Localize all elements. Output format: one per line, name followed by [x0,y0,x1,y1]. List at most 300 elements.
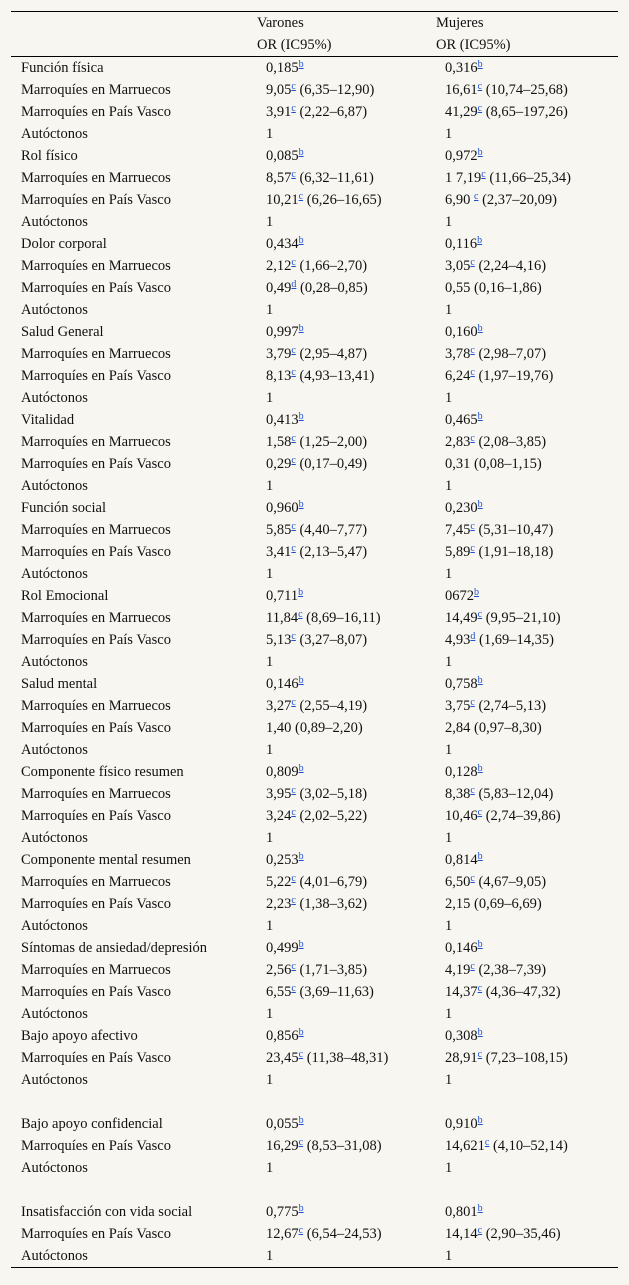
footnote-link[interactable]: c [291,785,296,796]
row-label [21,937,207,959]
table-row [11,761,618,783]
varones-cell-value: 0,253 [266,852,299,868]
table-row [11,387,618,409]
mujeres-cell-value: 14,49 [445,610,478,626]
footnote-link[interactable]: b [298,235,304,246]
mujeres-cell [445,717,542,739]
mujeres-cell-value: 0,55 (0,16–1,86) [445,280,542,296]
table-row [11,233,618,255]
footnote-link[interactable]: b [298,1115,304,1126]
varones-cell [266,255,367,277]
mujeres-cell-value: 4,93 [445,632,471,648]
footnote-link[interactable]: c [470,367,475,378]
varones-cell [266,233,304,255]
row-label [21,695,171,717]
varones-cell [266,1069,273,1091]
varones-cell-ci: (0,17–0,49) [295,456,368,472]
row-label-value: Marroquíes en País Vasco [21,104,171,120]
mujeres-cell [445,387,452,409]
row-label-value: Marroquíes en Marruecos [21,786,171,802]
footnote-link[interactable]: c [291,521,296,532]
row-label [21,827,88,849]
mujeres-cell-ci: (8,65–197,26) [482,104,568,120]
varones-cell-ci: (2,95–4,87) [295,346,368,362]
footnote-link[interactable]: b [477,763,483,774]
varones-cell [266,387,273,409]
mujeres-cell [445,695,546,717]
footnote-link[interactable]: c [470,543,475,554]
row-label-value: Marroquíes en Marruecos [21,610,171,626]
mujeres-cell [445,475,452,497]
mujeres-cell-value: 0,758 [445,676,478,692]
row-label [21,57,104,79]
mujeres-cell-value: 2,15 (0,69–6,69) [445,896,542,912]
varones-cell [266,761,304,783]
table-row [11,871,618,893]
footnote-link[interactable]: c [291,961,296,972]
table-row [11,189,618,211]
varones-cell-value: 1 [266,742,274,758]
footnote-link[interactable]: c [477,1225,483,1236]
footnote-link[interactable]: c [477,103,483,114]
footnote-link[interactable]: c [484,1137,490,1148]
footnote-link[interactable]: c [477,609,483,620]
mujeres-cell [445,79,568,101]
footnote-link[interactable]: c [291,807,296,818]
varones-cell-value: 1 [266,478,274,494]
varones-cell [266,871,367,893]
footnote-link[interactable]: c [298,1225,304,1236]
row-label [21,123,88,145]
varones-cell [266,1135,382,1157]
table-row [11,673,618,695]
varones-cell [266,915,273,937]
varones-cell-ci: (1,71–3,85) [295,962,368,978]
varones-cell [266,695,367,717]
row-label [21,959,171,981]
row-label [21,387,88,409]
mujeres-cell-ci: (7,23–108,15) [482,1050,568,1066]
footnote-link[interactable]: c [291,873,296,884]
row-label [21,1201,192,1223]
varones-cell-value: 1 [266,1248,274,1264]
footnote-link[interactable]: b [477,851,483,862]
footnote-link[interactable]: c [477,81,483,92]
mujeres-cell-value: 0,230 [445,500,478,516]
mujeres-cell-value: 1 [445,478,453,494]
varones-cell [266,585,303,607]
row-label [21,365,171,387]
row-label [21,1135,171,1157]
mujeres-cell [445,541,553,563]
varones-cell-value: 3,79 [266,346,292,362]
mujeres-cell [445,1157,452,1179]
mujeres-cell-value: 0672 [445,588,474,604]
row-label-value: Autóctonos [21,742,88,758]
varones-cell-ci: (3,02–5,18) [295,786,368,802]
table-row [11,365,618,387]
table-row [11,607,618,629]
mujeres-cell-value: 0,910 [445,1116,478,1132]
mujeres-cell-ci: (4,67–9,05) [474,874,547,890]
mujeres-cell-ci: (1,69–14,35) [475,632,554,648]
footnote-link[interactable]: b [477,323,483,334]
row-label [21,145,78,167]
table-row [11,211,618,233]
row-label [21,1157,88,1179]
mujeres-cell-ci: (2,08–3,85) [474,434,547,450]
table-row [11,1201,618,1223]
varones-cell [266,409,304,431]
table-row [11,563,618,585]
mujeres-cell-ci: (1,97–19,76) [474,368,554,384]
varones-cell-value: 0,499 [266,940,299,956]
row-label [21,1025,138,1047]
varones-cell-ci: (1,38–3,62) [295,896,368,912]
table-row [11,1135,618,1157]
varones-cell-value: 11,84 [266,610,299,626]
table-row [11,101,618,123]
header-mujeres-or: OR (IC95%) [436,37,511,53]
mujeres-cell-value: 6,50 [445,874,471,890]
mujeres-cell [445,167,571,189]
varones-cell [266,277,368,299]
footnote-link[interactable]: b [298,939,304,950]
varones-cell-value: 0,49 [266,280,292,296]
mujeres-cell [445,123,452,145]
varones-cell [266,981,374,1003]
varones-cell-value: 6,55 [266,984,292,1000]
mujeres-cell [445,1069,452,1091]
varones-cell-value: 2,23 [266,896,292,912]
footnote-link[interactable]: b [477,1027,483,1038]
row-label [21,409,74,431]
row-label [21,497,106,519]
footnote-link[interactable]: c [477,807,483,818]
mujeres-cell [445,145,483,167]
footnote-link[interactable]: b [477,411,483,422]
varones-cell-value: 12,67 [266,1226,299,1242]
row-label [21,167,171,189]
row-label [21,871,171,893]
footnote-link[interactable]: b [298,59,304,70]
row-label-value: Bajo apoyo afectivo [21,1028,138,1044]
row-label [21,915,88,937]
footnote-link[interactable]: c [291,697,296,708]
row-label [21,431,171,453]
footnote-link[interactable]: b [298,851,304,862]
footnote-link[interactable]: b [298,763,304,774]
varones-cell-value: 1 [266,918,274,934]
footnote-link[interactable]: c [291,103,296,114]
mujeres-cell-ci: (4,36–47,32) [482,984,561,1000]
varones-cell-value: 0,711 [266,588,299,604]
varones-cell [266,959,367,981]
footnote-link[interactable]: c [474,191,479,202]
varones-cell-value: 1 [266,302,274,318]
footnote-link[interactable]: c [477,983,483,994]
row-label-value: Síntomas de ansiedad/depresión [21,940,208,956]
table-row [11,915,618,937]
mujeres-cell-value: 10,46 [445,808,478,824]
table-row [11,431,618,453]
footnote-link[interactable]: c [291,983,296,994]
footnote-link[interactable]: c [470,785,475,796]
row-label-value: Autóctonos [21,126,88,142]
varones-cell-ci: (2,22–6,87) [295,104,368,120]
footnote-link[interactable]: c [470,521,475,532]
footnote-link[interactable]: c [291,169,296,180]
varones-cell [266,739,273,761]
footnote-link[interactable]: b [298,1027,304,1038]
varones-cell-value: 0,085 [266,148,299,164]
mujeres-cell [445,1047,568,1069]
row-spacer [11,1179,618,1201]
mujeres-cell [445,783,553,805]
varones-cell-ci: (3,27–8,07) [295,632,368,648]
varones-cell-value: 0,997 [266,324,299,340]
row-label [21,805,171,827]
varones-cell [266,57,304,79]
mujeres-cell [445,277,542,299]
table-row [11,519,618,541]
varones-cell-ci: (4,01–6,79) [295,874,368,890]
mujeres-cell [445,937,483,959]
footnote-link[interactable]: c [470,257,475,268]
mujeres-cell-value: 2,84 (0,97–8,30) [445,720,542,736]
varones-cell [266,651,273,673]
mujeres-cell-value: 1 [445,918,453,934]
row-label [21,299,88,321]
mujeres-cell-ci: (5,31–10,47) [474,522,554,538]
varones-cell-value: 3,95 [266,786,292,802]
footnote-link[interactable]: b [477,1203,483,1214]
mujeres-cell [445,915,452,937]
footnote-link[interactable]: b [298,499,304,510]
table-row [11,1113,618,1135]
footnote-link[interactable]: c [291,81,296,92]
row-label-value: Marroquíes en País Vasco [21,1226,171,1242]
row-label [21,79,171,101]
row-label [21,453,171,475]
row-label [21,629,171,651]
mujeres-cell-value: 4,19 [445,962,471,978]
row-label [21,189,171,211]
footnote-link[interactable]: b [474,587,479,598]
table-header-row-2 [11,34,618,56]
footnote-link[interactable]: c [291,433,296,444]
varones-cell-value: 0,185 [266,60,299,76]
mujeres-cell-ci: (11,66–25,34) [485,170,571,186]
footnote-link[interactable]: b [477,499,483,510]
mujeres-cell-value: 1 [445,1248,453,1264]
mujeres-cell [445,365,553,387]
mujeres-cell-ci: (2,98–7,07) [474,346,547,362]
row-label [21,585,108,607]
footnote-link[interactable]: c [470,961,475,972]
footnote-link[interactable]: b [298,1203,304,1214]
varones-cell [266,805,367,827]
varones-cell-ci: (8,53–31,08) [303,1138,382,1154]
footnote-link[interactable]: c [470,433,475,444]
row-label [21,343,171,365]
varones-cell-ci: (1,66–2,70) [295,258,368,274]
varones-cell [266,849,304,871]
footnote-link[interactable]: b [477,59,483,70]
footnote-link[interactable]: c [291,455,296,466]
mujeres-cell-ci: (9,95–21,10) [482,610,561,626]
footnote-link[interactable]: b [477,675,483,686]
footnote-link[interactable]: b [298,323,304,334]
footnote-link[interactable]: c [291,631,296,642]
mujeres-cell [445,893,542,915]
table-row [11,453,618,475]
row-label-value: Función social [21,500,106,516]
mujeres-cell-value: 0,31 (0,08–1,15) [445,456,542,472]
varones-cell [266,1223,382,1245]
footnote-link[interactable]: b [298,147,304,158]
table-row [11,739,618,761]
varones-cell [266,79,374,101]
varones-cell [266,1201,304,1223]
row-label [21,255,171,277]
mujeres-cell [445,211,452,233]
table-row [11,629,618,651]
table-row [11,299,618,321]
footnote-link[interactable]: b [298,587,304,598]
mujeres-cell [445,981,561,1003]
varones-cell-ci: (6,35–12,90) [295,82,375,98]
varones-cell [266,629,367,651]
footnote-link[interactable]: b [477,235,483,246]
mujeres-cell-value: 28,91 [445,1050,478,1066]
varones-cell [266,211,273,233]
row-label-value: Autóctonos [21,478,88,494]
mujeres-cell [445,409,483,431]
footnote-link[interactable]: c [470,697,475,708]
footnote-link[interactable]: c [291,543,296,554]
mujeres-cell-value: 1 [445,654,453,670]
varones-cell-value: 1 [266,390,274,406]
footnote-link[interactable]: c [298,1137,304,1148]
mujeres-cell-value: 3,05 [445,258,471,274]
varones-cell-ci: (4,40–7,77) [295,522,368,538]
varones-cell [266,563,273,585]
row-label-value: Marroquíes en País Vasco [21,192,171,208]
table-row [11,57,618,79]
varones-cell-value: 1 [266,830,274,846]
mujeres-cell-value: 0,308 [445,1028,478,1044]
row-label-value: Marroquíes en País Vasco [21,896,171,912]
footnote-link[interactable]: b [477,939,483,950]
varones-cell-value: 0,856 [266,1028,299,1044]
mujeres-cell-value: 1 [445,742,453,758]
table-row [11,475,618,497]
footnote-link[interactable]: b [477,1115,483,1126]
varones-cell-value: 0,29 [266,456,292,472]
mujeres-cell-value: 14,14 [445,1226,478,1242]
table-row [11,1003,618,1025]
varones-cell-value: 1 [266,214,274,230]
varones-cell-ci: (4,93–13,41) [295,368,375,384]
row-label-value: Salud General [21,324,104,340]
varones-cell [266,343,367,365]
varones-cell [266,519,367,541]
footnote-link[interactable]: b [298,411,304,422]
mujeres-cell [445,1201,483,1223]
varones-cell-value: 0,775 [266,1204,299,1220]
table-row [11,651,618,673]
varones-cell [266,717,363,739]
footnote-link[interactable]: c [291,895,296,906]
varones-cell-value: 0,960 [266,500,299,516]
mujeres-cell-ci: (1,91–18,18) [474,544,554,560]
row-label [21,717,171,739]
footnote-link[interactable]: b [477,147,483,158]
varones-cell [266,1245,273,1267]
row-label-value: Marroquíes en Marruecos [21,698,171,714]
footnote-link[interactable]: c [298,1049,304,1060]
table-row [11,1047,618,1069]
footnote-link[interactable]: c [477,1049,483,1060]
row-label-value: Autóctonos [21,654,88,670]
row-label-value: Autóctonos [21,1006,88,1022]
mujeres-cell [445,629,554,651]
row-label-value: Vitalidad [21,412,75,428]
table-row [11,959,618,981]
varones-cell [266,167,374,189]
header-mujeres: Mujeres [436,15,484,31]
mujeres-cell [445,761,483,783]
footnote-link[interactable]: c [470,345,475,356]
row-label-value: Marroquíes en País Vasco [21,1138,171,1154]
varones-cell [266,431,367,453]
mujeres-cell-value: 6,24 [445,368,471,384]
footnote-link[interactable]: d [470,631,476,642]
footnote-link[interactable]: c [298,609,303,620]
mujeres-cell [445,805,561,827]
footnote-link[interactable]: b [298,675,304,686]
table-bottom-rule [11,1267,618,1268]
mujeres-cell-value: 0,814 [445,852,478,868]
table-row [11,79,618,101]
varones-cell [266,541,367,563]
footnote-link[interactable]: c [470,873,475,884]
footnote-link[interactable]: c [481,169,486,180]
varones-cell-value: 5,85 [266,522,292,538]
footnote-link[interactable]: c [291,345,296,356]
footnote-link[interactable]: d [291,279,297,290]
footnote-link[interactable]: c [298,191,304,202]
mujeres-cell-value: 1 [445,126,453,142]
table-row [11,123,618,145]
row-label-value: Autóctonos [21,302,88,318]
table-row [11,1245,618,1267]
mujeres-cell-ci: (5,83–12,04) [474,786,554,802]
footnote-link[interactable]: c [291,257,296,268]
row-label [21,651,88,673]
mujeres-cell-value: 6,90 [445,192,474,208]
mujeres-cell-value: 0,160 [445,324,478,340]
varones-cell-value: 1 [266,566,274,582]
varones-cell [266,893,367,915]
varones-cell [266,189,382,211]
footnote-link[interactable]: c [291,367,296,378]
row-label [21,981,171,1003]
row-label [21,321,104,343]
mujeres-cell [445,101,568,123]
mujeres-cell [445,1025,483,1047]
